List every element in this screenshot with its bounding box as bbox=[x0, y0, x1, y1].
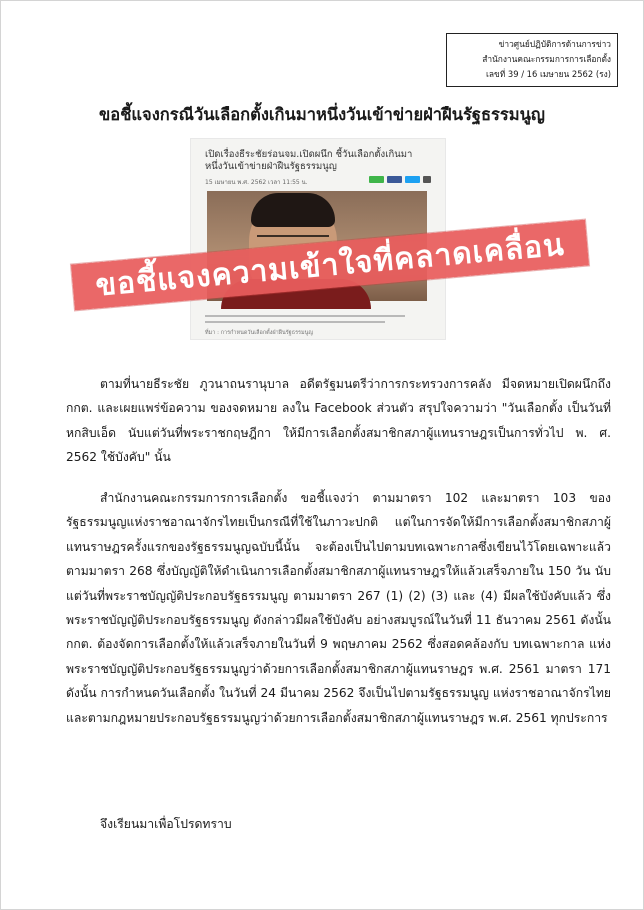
header-line-agency: สำนักงานคณะกรรมการการเลือกตั้ง bbox=[482, 54, 611, 64]
press-release-header-box bbox=[446, 33, 618, 87]
caption-line bbox=[205, 315, 405, 317]
twitter-share-icon bbox=[405, 176, 420, 183]
photo-caption: ที่มา : การกำหนดวันเลือกตั้งฝ่าฝืนรัฐธรรมนูญ bbox=[205, 330, 314, 336]
more-share-icon bbox=[423, 176, 431, 183]
header-line-number-date: เลขที่ 39 / 16 เมษายน 2562 (รง) bbox=[485, 69, 611, 79]
body-paragraph-2: สำนักงานคณะกรรมการการเลือกตั้ง ขอชี้แจงว่า ตามมาตรา 102 และมาตรา 103 ของรัฐธรรมนูญแห่งราชอาณาจักรไทยเป็นกรณีที่ใช้ในภาวะปกติ แต่ในการจัดให้มีการเลือกตั้งสมาชิกสภาผู้แทนราษฎรครั้งแรกของรัฐธรรมนูญฉบับนี้นั้น จะต้องเป็นไปตามบทเฉพาะกาลซึ่งเขียนไว้โดยเฉพาะแล้ว ตามมาตรา 268 ซึ่งบัญญัติให้ดำเนินการเลือกตั้งสมาชิกสภาผู้แทนราษฎรให้แล้วเสร็จภายใน 150 วัน นับแต่วันที่พระราชบัญญัติประกอบรัฐธรรมนูญ ตามมาตรา 267 (1) (2) (3) และ (4) มีผลใช้บังคับแล้ว ซึ่งพระราชบัญญัติประกอบรัฐธรรมนูญ ดังกล่าวมีผลใช้บังคับ อย่างสมบูรณ์ในวันที่ 11 ธันวาคม 2561 ดังนั้น กกต. ต้องจัดการเลือกตั้งให้แล้วเสร็จภายในวันที่ 9 พฤษภาคม 2562 ซึ่งสอดคล้องกับ บทเฉพาะกาล แห่งพระราชบัญญัติประกอบรัฐธรรมนูญว่าด้วยการเลือกตั้งสมาชิกสภาผู้แทนราษฎร พ.ศ. 2561 มาตรา 171 ดังนั้น การกำหนดวันเลือกตั้ง ในวันที่ 24 มีนาคม 2562 จึงเป็นไปตามรัฐธรรมนูญ แห่งราชอาณาจักรไทย และตามกฎหมายประกอบรัฐธรรมนูญว่าด้วยการเลือกตั้งสมาชิกสภาผู้แทนราษฎร พ.ศ. 2561 ทุกประการ bbox=[66, 491, 611, 725]
document-headline: ขอชี้แจงกรณีวันเลือกตั้งเกินมาหนึ่งวันเข้าข่ายฝ่าฝืนรัฐธรรมนูญ bbox=[99, 105, 545, 124]
line-share-icon bbox=[369, 176, 384, 183]
header-line-agency-unit: ข่าวศูนย์ปฏิบัติการด้านการข่าว bbox=[498, 39, 611, 49]
body-paragraph-1: ตามที่นายธีระชัย ภูวนาถนรานุบาล อดีตรัฐมนตรีว่าการกระทรวงการคลัง มีจดหมายเปิดผนึกถึง กกต. และเผยแพร่ข้อความ ของจดหมาย ลงใน Facebook ส่วนตัว สรุปใจความว่า "วันเลือกตั้ง เป็นวันที่ หกสิบเอ็ด นับแต่วันที่พระราชกฤษฎีกา ให้มีการเลือกตั้งสมาชิกสภาผู้แทนราษฎรเป็นการทั่วไป พ. ศ. 2562 ใช้บังคับ" นั้น bbox=[66, 377, 611, 465]
article-date: 15 เมษายน พ.ศ. 2562 เวลา 11:55 น. bbox=[205, 179, 308, 186]
closing-paragraph: จึงเรียนมาเพื่อโปรดทราบ bbox=[100, 817, 232, 831]
article-title: เปิดเรื่องธีระชัยร่อนจม.เปิดผนึก ชี้วันเลือกตั้งเกินมาหนึ่งวันเข้าข่ายฝ่าฝืนรัฐธรรมนูญ bbox=[205, 149, 413, 172]
facebook-share-icon bbox=[387, 176, 402, 183]
clarification-banner: ขอชี้แจงความเข้าใจที่คลาดเคลื่อน bbox=[71, 220, 589, 311]
person-hair bbox=[251, 193, 335, 227]
caption-line bbox=[205, 321, 385, 323]
